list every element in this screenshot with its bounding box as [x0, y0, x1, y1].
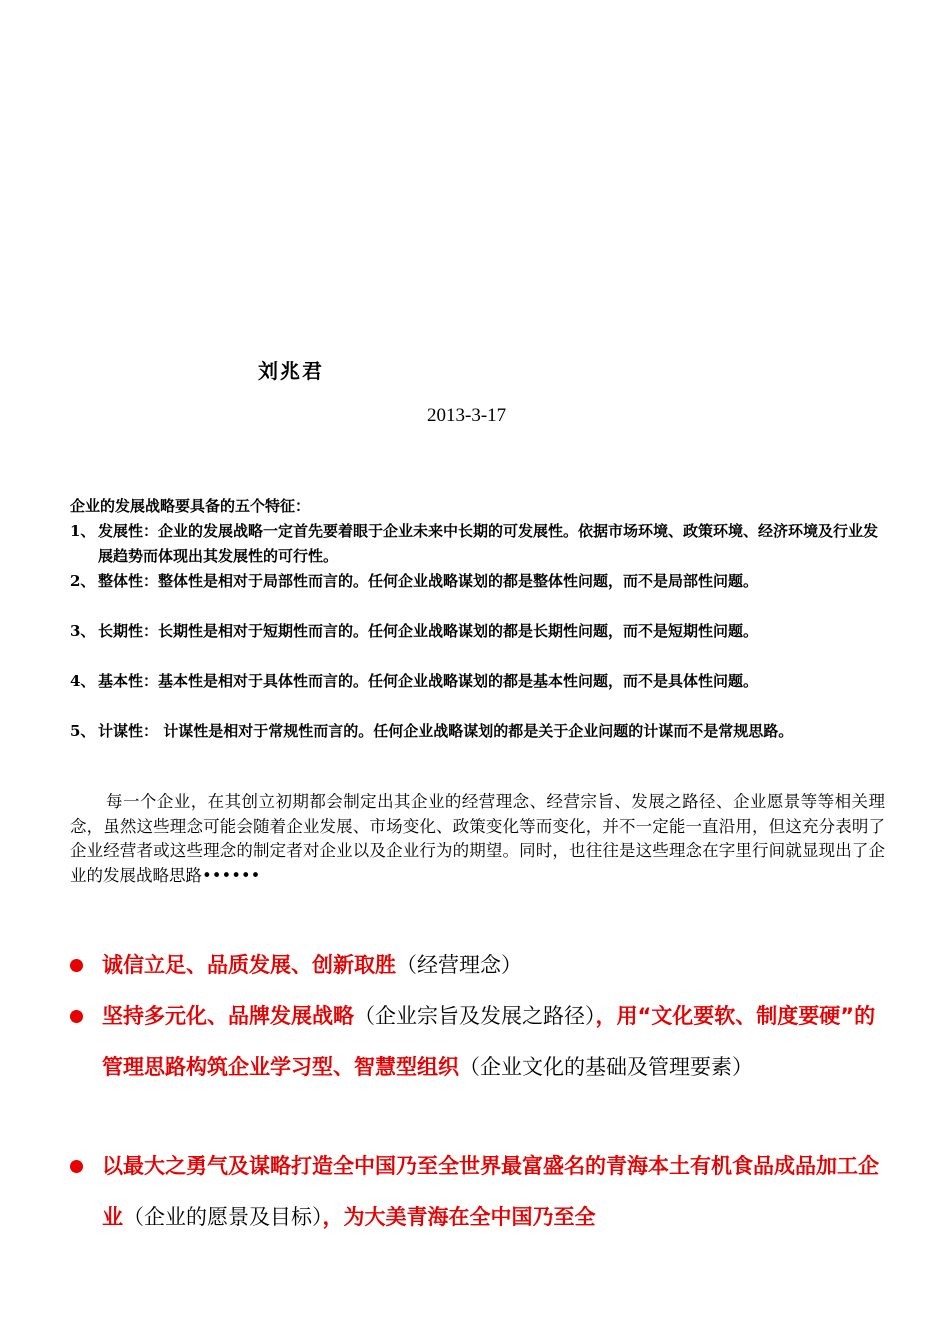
feature-item [70, 569, 885, 594]
bullet-dot-icon [70, 1010, 83, 1023]
feature-item [70, 719, 885, 744]
document-date: 2013-3-17 [427, 405, 507, 426]
bullet-item [70, 991, 890, 1093]
feature-text: 基本性：基本性是相对于具体性而言的。任何企业战略谋划的都是基本性问题，而不是具体性问题。 [98, 672, 759, 690]
bullet-red-text: ，用“文化要软、制度要硬”的管理思路构筑企业学习型、智慧型组织 [102, 1004, 876, 1079]
feature-text: 计谋性： 计谋性是相对于常规性而言的。任何企业战略谋划的都是关于企业问题的计谋而不是常规思路。 [98, 722, 794, 740]
feature-number: 4、 [70, 672, 96, 690]
feature-number: 1、 [70, 522, 96, 540]
bullet-note: （经营理念） [396, 953, 522, 977]
feature-number: 5、 [70, 722, 96, 740]
feature-number: 3、 [70, 622, 96, 640]
bullet-red-text: 坚持多元化、品牌发展战略 [102, 1004, 354, 1028]
feature-text: 整体性：整体性是相对于局部性而言的。任何企业战略谋划的都是整体性问题，而不是局部性问题。 [98, 572, 759, 590]
author-name: 刘兆君 [258, 359, 324, 383]
body-paragraph: 每一个企业，在其创立初期都会制定出其企业的经营理念、经营宗旨、发展之路径、企业愿景等等相关理念，虽然这些理念可能会随着企业发展、市场变化、政策变化等而变化，并不一定能一直沿用，但这充分表明了企业经营者或这些理念的制定者对企业以及企业行为的期望。同时，也往往是这些理念在字里行间就显现出了企业的发展战略思路•••••• [70, 792, 885, 885]
feature-item [70, 519, 885, 569]
bullet-red-text: 以最大之勇气及谋略打造全中国乃至全世界最富盛名的青海本土有机食品成品加工企业 [102, 1154, 879, 1229]
bullet-item [70, 1141, 890, 1243]
bullet-red-text: 诚信立足、品质发展、创新取胜 [102, 953, 396, 977]
feature-text: 长期性：长期性是相对于短期性而言的。任何企业战略谋划的都是长期性问题，而不是短期性问题。 [98, 622, 759, 640]
feature-item [70, 669, 885, 694]
feature-number: 2、 [70, 572, 96, 590]
bullet-dot-icon [70, 959, 83, 972]
bullet-note: （企业文化的基础及管理要素） [459, 1055, 753, 1079]
features-intro: 企业的发展战略要具备的五个特征： [70, 497, 311, 515]
bullet-note: （企业的愿景及目标） [123, 1205, 323, 1229]
bullet-dot-icon [70, 1160, 83, 1173]
bullet-note: （企业宗旨及发展之路径） [354, 1004, 596, 1028]
bullet-item [70, 940, 890, 991]
feature-item [70, 619, 885, 644]
feature-text: 发展性：企业的发展战略一定首先要着眼于企业未来中长期的可发展性。依据市场环境、政策环境、经济环境及行业发展趋势而体现出其发展性的可行性。 [98, 522, 879, 565]
bullet-red-text: ，为大美青海在全中国乃至全 [322, 1205, 596, 1229]
